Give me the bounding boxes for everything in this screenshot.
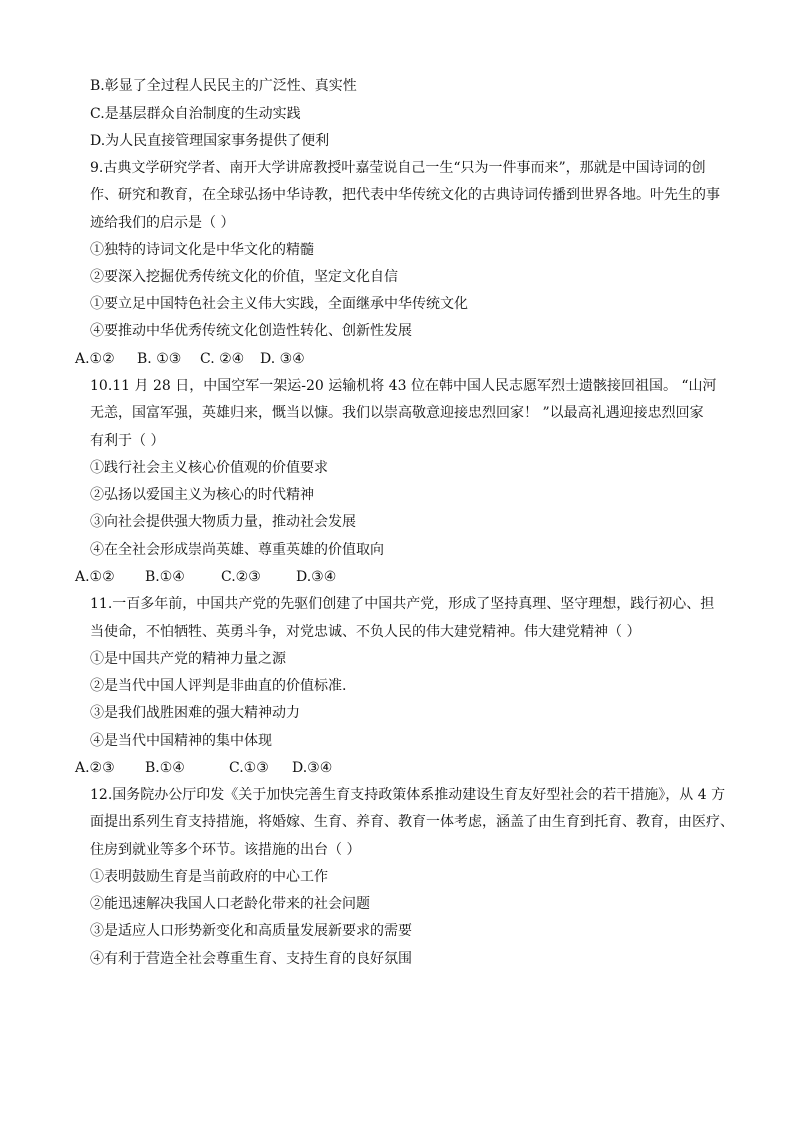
q12-item-2: ②能迅速解决我国人口老龄化带来的社会问题 [90, 896, 370, 912]
q11-choice-b[interactable]: B.①④ [145, 760, 185, 776]
q11-item-1: ①是中国共产党的精神力量之源 [90, 651, 286, 667]
q10-item-4: ④在全社会形成崇尚英雄、尊重英雄的价值取向 [90, 542, 384, 558]
q10-stem-line-3: 有利于（ ） [90, 433, 165, 449]
q12-stem-line-2: 面提出系列生育支持措施，将婚嫁、生育、养育、教育一体考虑，涵盖了由生育到托育、教育，由医疗、 [90, 814, 734, 830]
q12-item-4: ④有利于营造全社会尊重生育、支持生育的良好氛围 [90, 951, 412, 967]
q12-stem-line-1: 12.国务院办公厅印发《关于加快完善生育支持政策体系推动建设生育友好型社会的若干措施》，从 4 方 [90, 787, 726, 803]
q10-choice-b[interactable]: B.①④ [145, 569, 185, 585]
q11-choice-a[interactable]: A.②③ [75, 760, 115, 776]
q10-item-2: ②弘扬以爱国主义为核心的时代精神 [90, 487, 314, 503]
q9-answer-choices [75, 349, 305, 369]
q10-choice-d[interactable]: D.③④ [296, 569, 337, 585]
q10-choice-a[interactable]: A.①② [75, 569, 115, 585]
q11-item-2: ②是当代中国人评判是非曲直的价值标准. [90, 678, 347, 694]
q12-item-1: ①表明鼓励生育是当前政府的中心工作 [90, 869, 328, 885]
q11-choice-d[interactable]: D.③④ [292, 760, 333, 776]
q9-choice-c[interactable]: C. ②④ [200, 351, 245, 367]
q9-stem-line-2: 作、研究和教育，在全球弘扬中华诗教，把代表中华传统文化的古典诗词传播到世界各地。叶先生的事 [90, 187, 720, 203]
q11-stem-line-1: 11.一百多年前，中国共产党的先驱们创建了中国共产党，形成了坚持真理、坚守理想，践行初心、担 [90, 596, 715, 612]
q9-stem-line-3: 迹给我们的启示是（ ） [90, 215, 235, 231]
q10-stem-line-2: 无恙，国富军强，英雄归来，慨当以慷。我们以崇高敬意迎接忠烈回家！ ”以最高礼遇迎接忠烈回家 [90, 405, 704, 421]
q10-item-3: ③向社会提供强大物质力量，推动社会发展 [90, 514, 356, 530]
q8-option-c: C.是基层群众自治制度的生动实践 [90, 106, 301, 122]
q10-stem-line-1: 10.11 月 28 日，中国空军一架运-20 运输机将 43 位在韩中国人民志愿军烈士遗骸接回祖国。 “山河 [90, 378, 717, 394]
q11-answer-choices [75, 758, 332, 778]
q12-stem-line-3: 住房到就业等多个环节。该措施的出台（ ） [90, 842, 361, 858]
q11-stem-line-2: 当使命，不怕牺牲、英勇斗争，对党忠诚、不负人民的伟大建党精神。伟大建党精神（ ） [90, 624, 641, 640]
q9-item-1: ①独特的诗词文化是中华文化的精髓 [90, 242, 314, 258]
q11-choice-c[interactable]: C.①③ [229, 760, 269, 776]
q8-option-d: D.为人民直接管理国家事务提供了便利 [90, 133, 330, 149]
q9-stem-line-1: 9.古典文学研究学者、南开大学讲席教授叶嘉莹说自己一生“只为一件事而来”，那就是中国诗词的创 [90, 160, 706, 176]
q10-choice-c[interactable]: C.②③ [221, 569, 261, 585]
q11-item-4: ④是当代中国精神的集中体现 [90, 733, 272, 749]
q9-choice-a[interactable]: A.①② [75, 351, 115, 367]
q9-item-4: ④要推动中华优秀传统文化创造性转化、创新性发展 [90, 323, 412, 339]
q10-answer-choices [75, 567, 336, 587]
q8-option-b: B.彰显了全过程人民民主的广泛性、真实性 [90, 78, 357, 94]
q12-item-3: ③是适应人口形势新变化和高质量发展新要求的需要 [90, 923, 412, 939]
q9-item-2: ②要深入挖掘优秀传统文化的价值，坚定文化自信 [90, 269, 398, 285]
q9-item-3: ①要立足中国特色社会主义伟大实践，全面继承中华传统文化 [90, 296, 468, 312]
q11-item-3: ③是我们战胜困难的强大精神动力 [90, 705, 300, 721]
q9-choice-d[interactable]: D. ③④ [260, 351, 305, 367]
q9-choice-b[interactable]: B. ①③ [137, 351, 182, 367]
q10-item-1: ①践行社会主义核心价值观的价值要求 [90, 460, 328, 476]
